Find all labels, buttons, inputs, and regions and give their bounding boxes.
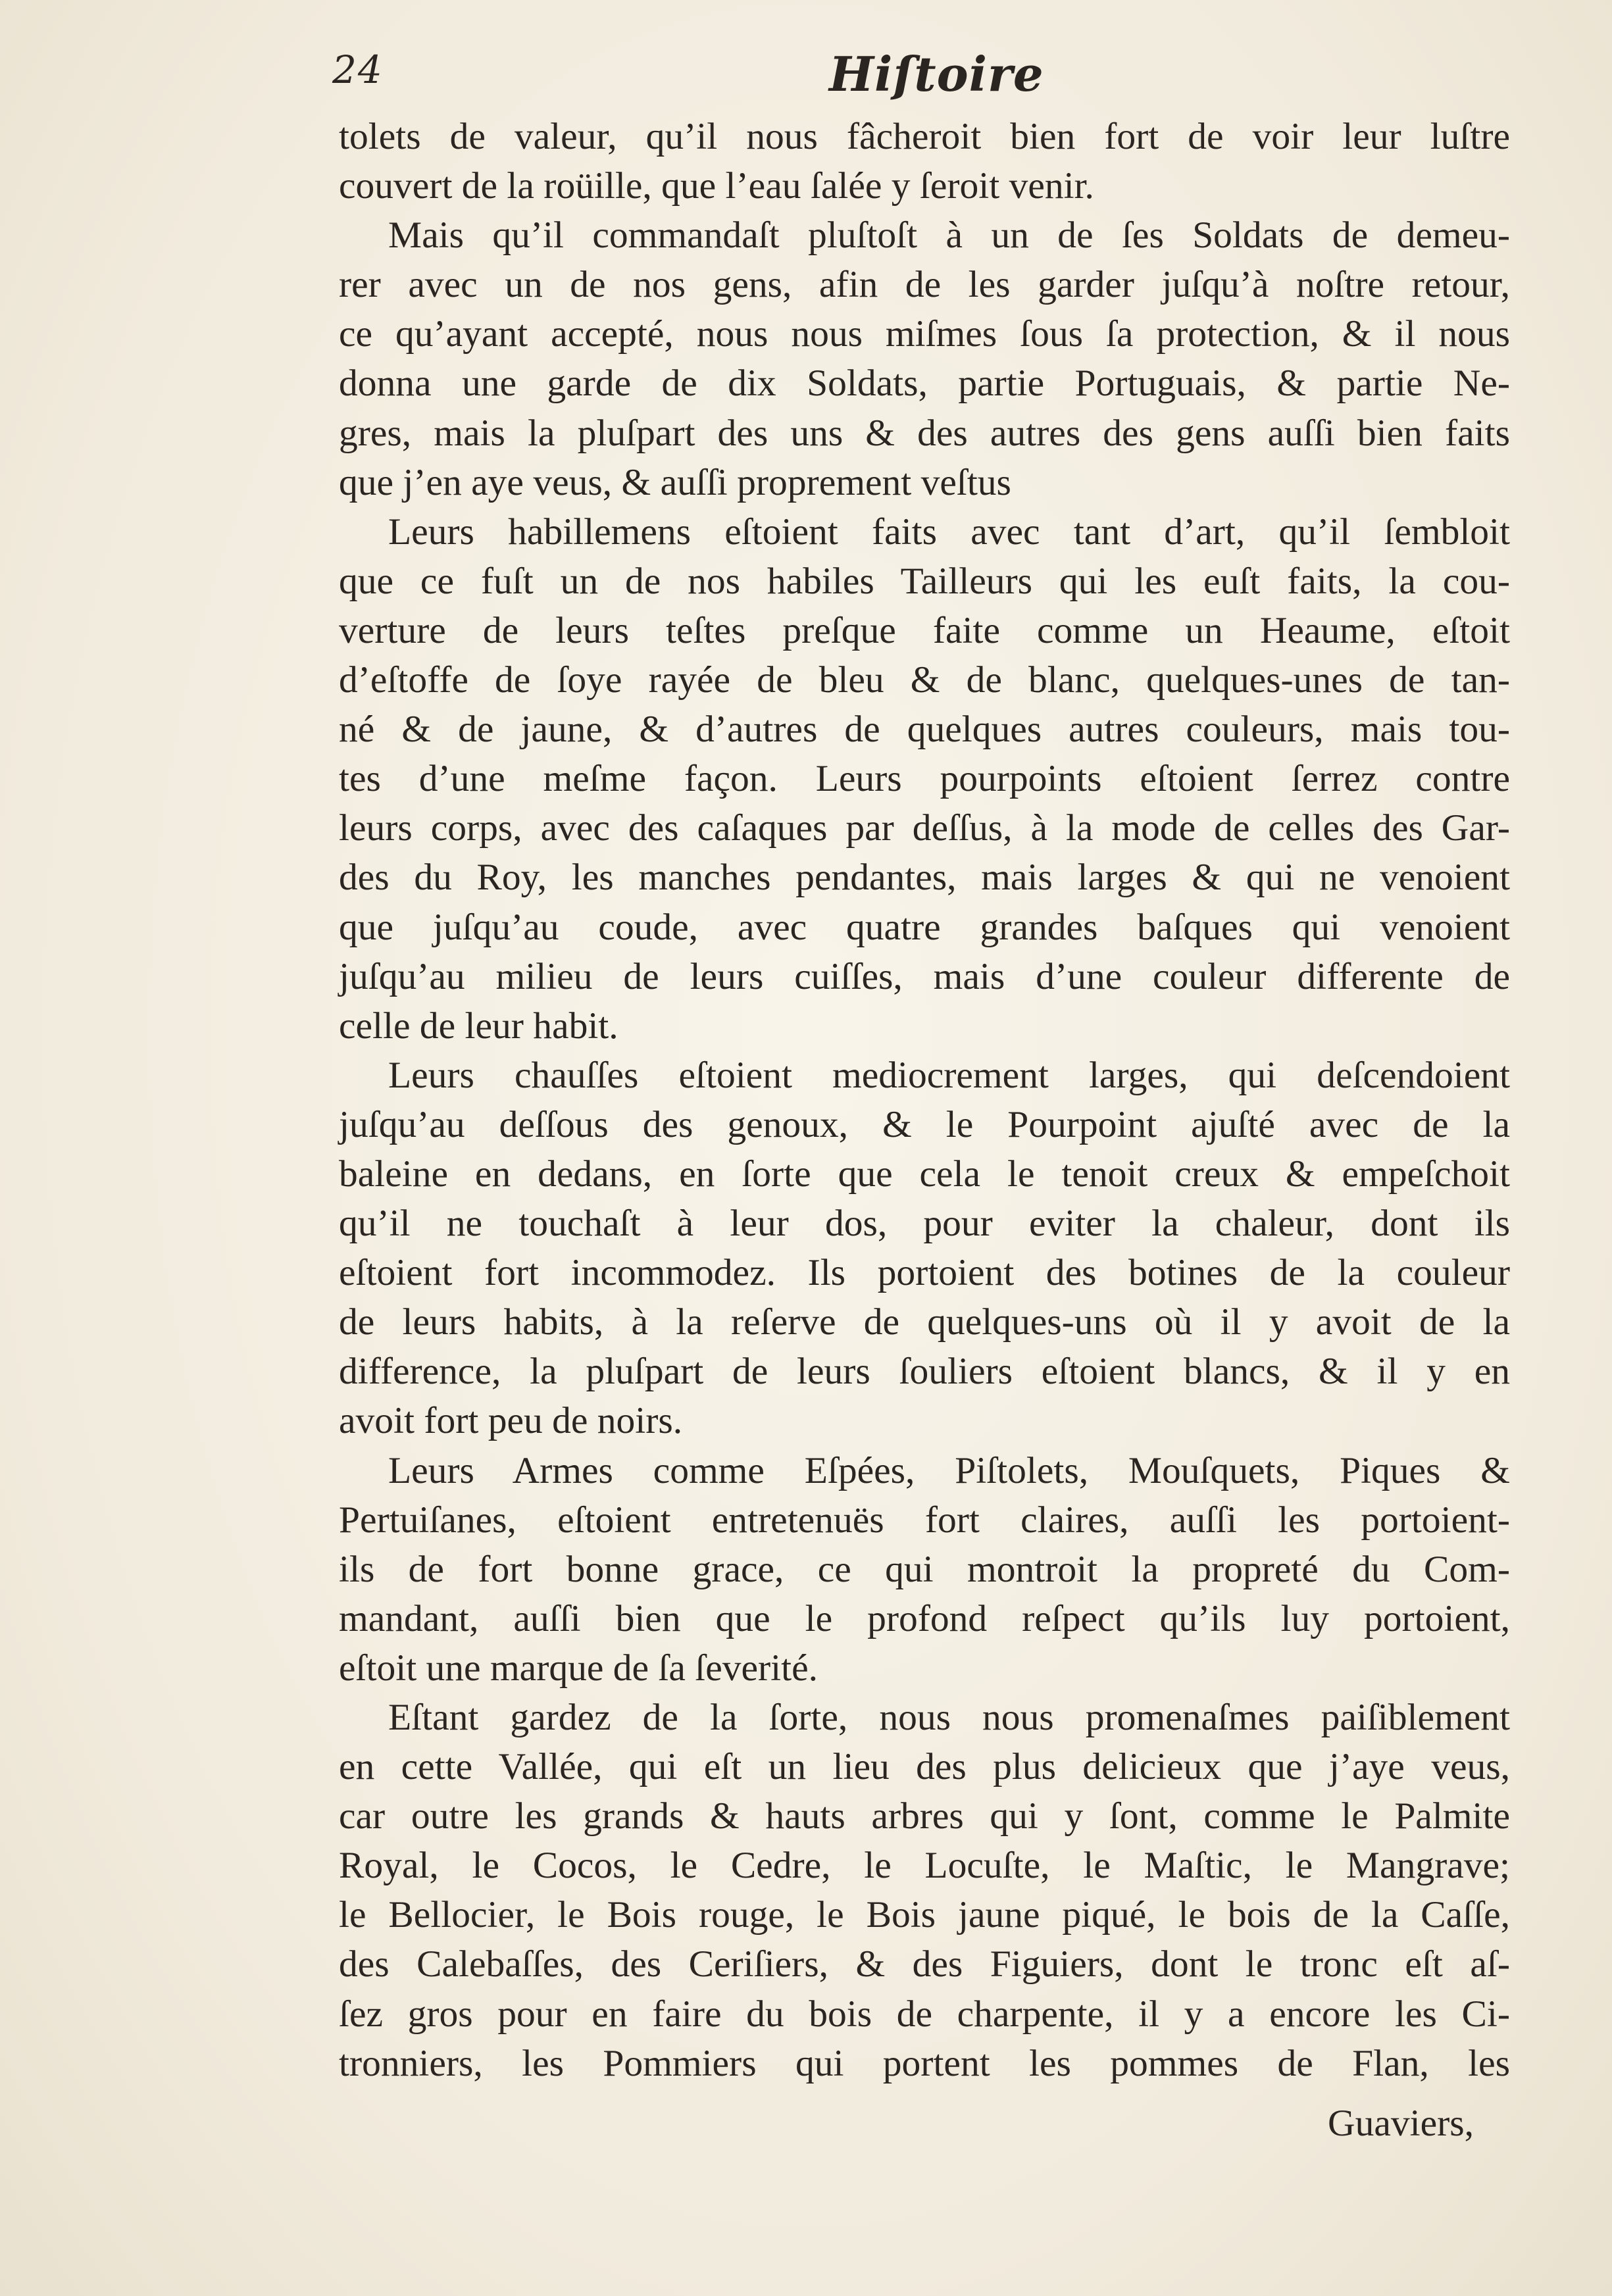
text-line: eſtoit une marque de ſa ſeverité. xyxy=(339,1647,819,1689)
text-line: Leurs Armes comme Eſpées, Piſtolets, Mouſquets, Piques & xyxy=(388,1449,1510,1491)
text-line: tolets de valeur, qu’il nous fâcheroit bien fort de voir leur luſtre xyxy=(339,116,1510,157)
text-line: des du Roy, les manches pendantes, mais larges & qui ne venoient xyxy=(339,857,1510,899)
text-line: le Bellocier, le Bois rouge, le Bois jaune piqué, le bois de la Caſſe, xyxy=(339,1894,1510,1936)
text-line: juſqu’au milieu de leurs cuiſſes, mais d’une couleur differente de xyxy=(339,955,1510,997)
text-line: couvert de la roüille, que l’eau ſalée y ſeroit venir. xyxy=(339,165,1094,207)
text-line: que ce fuſt un de nos habiles Tailleurs qui les euſt faits, la cou- xyxy=(339,560,1510,602)
text-line: verture de leurs teſtes preſque faite comme un Heaume, eſtoit xyxy=(339,609,1510,651)
text-line: Mais qu’il commandaſt pluſtoſt à un de ſes Soldats de demeu- xyxy=(388,214,1510,257)
text-line: juſqu’au deſſous des genoux, & le Pourpoint ajuſté avec de la xyxy=(339,1103,1510,1145)
text-line: avoit fort peu de noirs. xyxy=(339,1400,683,1442)
text-line: Pertuiſanes, eſtoient entretenuës fort claires, auſſi les portoient- xyxy=(339,1499,1510,1541)
text-line: que juſqu’au coude, avec quatre grandes baſques qui venoient xyxy=(339,906,1510,948)
text-line: donna une garde de dix Soldats, partie Portuguais, & partie Ne- xyxy=(339,362,1510,405)
text-line: né & de jaune, & d’autres de quelques autres couleurs, mais tou- xyxy=(339,709,1510,751)
text-line: baleine en dedans, en ſorte que cela le tenoit creux & empeſchoit xyxy=(339,1153,1510,1195)
text-line: en cette Vallée, qui eſt un lieu des plus delicieux que j’aye veus, xyxy=(339,1746,1510,1788)
text-line: Leurs chauſſes eſtoient mediocrement larges, qui deſcendoient xyxy=(388,1054,1510,1096)
text-line: tes d’une meſme façon. Leurs pourpoints eſtoient ſerrez contre xyxy=(339,758,1510,800)
text-line: Royal, le Cocos, le Cedre, le Locuſte, le Maſtic, le Mangrave; xyxy=(339,1845,1510,1887)
catchword: Guaviers, xyxy=(1328,2103,1474,2144)
text-line: Leurs habillemens eſtoient faits avec tant d’art, qu’il ſembloit xyxy=(388,511,1510,553)
text-line: car outre les grands & hauts arbres qui y ſont, comme le Palmite xyxy=(339,1795,1510,1837)
text-line: que j’en aye veus, & auſſi proprement veſtus xyxy=(339,461,1011,503)
text-line: tronniers, les Pommiers qui portent les pommes de Flan, les xyxy=(339,2042,1510,2084)
text-line: ils de fort bonne grace, ce qui montroit la propreté du Com- xyxy=(339,1548,1510,1590)
text-line: qu’il ne touchaſt à leur dos, pour eviter la chaleur, dont ils xyxy=(339,1203,1510,1245)
text-line: difference, la pluſpart de leurs ſouliers eſtoient blancs, & il y en xyxy=(339,1351,1510,1393)
text-line: rer avec un de nos gens, afin de les garder juſqu’à noſtre retour, xyxy=(339,264,1510,306)
body-text xyxy=(339,112,1510,2088)
text-line: Eſtant gardez de la ſorte, nous nous promenaſmes paiſiblement xyxy=(388,1697,1510,1738)
text-line: eſtoient fort incommodez. Ils portoient des botines de la couleur xyxy=(339,1252,1510,1294)
text-line: ce qu’ayant accepté, nous nous miſmes ſous ſa protection, & il nous xyxy=(339,313,1510,355)
text-line: des Calebaſſes, des Ceriſiers, & des Figuiers, dont le tronc eſt aſ- xyxy=(339,1943,1510,1985)
running-title: Hiſtoire xyxy=(829,46,1044,102)
text-line: de leurs habits, à la reſerve de quelques-uns où il y avoit de la xyxy=(339,1301,1510,1343)
text-line: celle de leur habit. xyxy=(339,1005,618,1047)
page-number: 24 xyxy=(332,47,384,92)
page-header xyxy=(332,47,1487,110)
text-line: mandant, auſſi bien que le profond reſpect qu’ils luy portoient, xyxy=(339,1597,1510,1639)
text-line: gres, mais la pluſpart des uns & des autres des gens auſſi bien faits xyxy=(339,412,1510,454)
text-line: d’eſtoffe de ſoye rayée de bleu & de blanc, quelques-unes de tan- xyxy=(339,659,1510,701)
text-line: leurs corps, avec des caſaques par deſſus, à la mode de celles des Gar- xyxy=(339,807,1510,849)
text-line: ſez gros pour en faire du bois de charpente, il y a encore les Ci- xyxy=(339,1993,1510,2035)
